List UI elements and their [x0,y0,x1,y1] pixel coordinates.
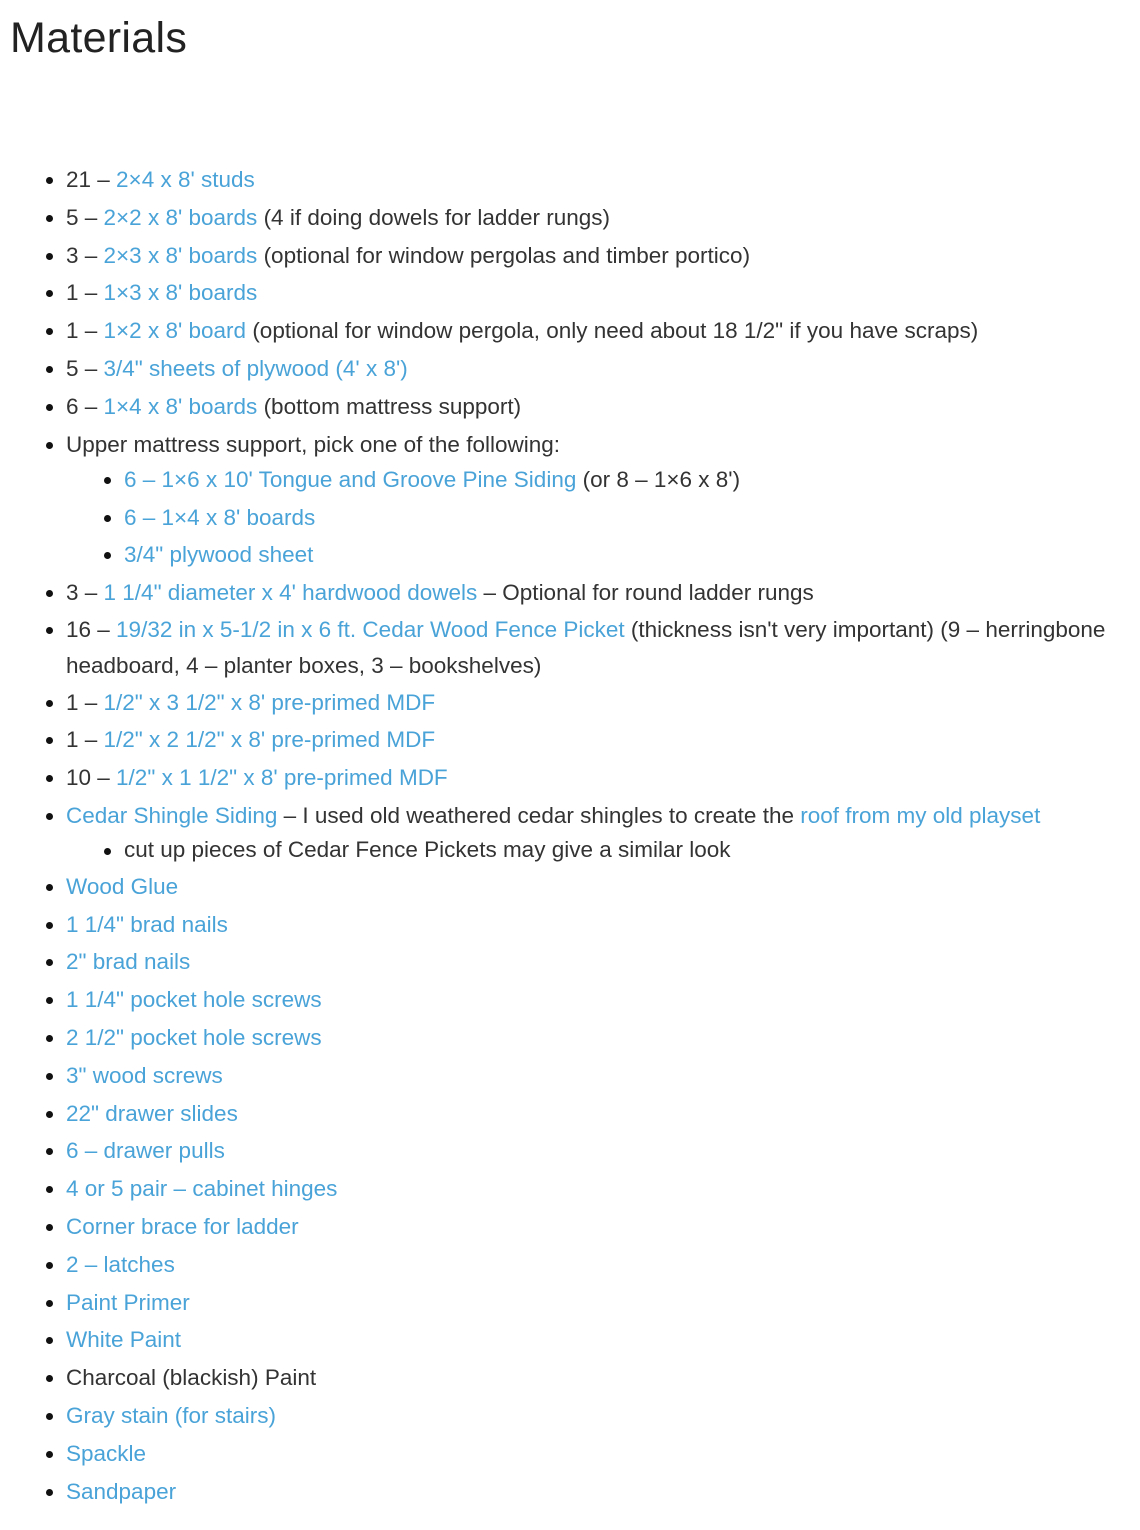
list-item: 1 – 1×3 x 8' boards [66,274,1106,312]
2x2-boards-link[interactable]: 2×2 x 8' boards [103,204,258,230]
list-item: Cedar Shingle Siding – I used old weathered cedar shingles to create the roof from my old playset cut up pieces of Cedar Fence Pickets may give a similar look [66,797,1106,868]
sub-list-item: cut up pieces of Cedar Fence Pickets may give a similar look [124,832,1106,868]
sandpaper-link[interactable]: Sandpaper [66,1478,177,1504]
list-item [66,1170,1106,1208]
wood-screws-link[interactable]: 3" wood screws [66,1062,223,1088]
list-item: 3 – 2×3 x 8' boards (optional for window pergolas and timber portico) [66,237,1106,275]
1x4-boards-link[interactable]: 1×4 x 8' boards [103,393,258,419]
plywood-sheet-link[interactable]: 3/4" plywood sheet [124,542,314,568]
list-item: 1 – 1×2 x 8' board (optional for window pergola, only need about 18 1/2" if you have scraps) [66,312,1106,350]
list-item: Upper mattress support, pick one of the following: 6 – 1×6 x 10' Tongue and Groove Pine Siding (or 8 – 1×6 x 8') 6 – 1×4 x 8' boards 3/4" plywood sheet [66,426,1106,574]
page-title: Materials [10,14,188,62]
sub-list-item [124,536,1106,574]
brad-nails-1-25-link[interactable]: 1 1/4" brad nails [66,911,228,937]
pine-siding-link[interactable]: 6 – 1×6 x 10' Tongue and Groove Pine Siding [124,467,577,493]
spackle-link[interactable]: Spackle [66,1440,147,1466]
drawer-slides-link[interactable]: 22" drawer slides [66,1100,238,1126]
brad-nails-2-link[interactable]: 2" brad nails [66,949,191,975]
1x4-boards-option-link[interactable]: 6 – 1×4 x 8' boards [124,504,316,530]
old-playset-roof-link[interactable]: roof from my old playset [800,803,1041,829]
paint-primer-link[interactable]: Paint Primer [66,1289,190,1315]
cabinet-hinges-link[interactable]: 4 or 5 pair – cabinet hinges [66,1176,338,1202]
list-item [66,981,1106,1019]
list-item: 6 – 1×4 x 8' boards (bottom mattress support) [66,388,1106,426]
1x3-boards-link[interactable]: 1×3 x 8' boards [103,280,258,306]
list-item: 5 – 3/4" sheets of plywood (4' x 8') [66,350,1106,388]
pocket-screws-1-25-link[interactable]: 1 1/4" pocket hole screws [66,987,322,1013]
plywood-sheets-link[interactable]: 3/4" sheets of plywood (4' x 8') [103,355,408,381]
list-item: 1 – 1/2" x 2 1/2" x 8' pre-primed MDF [66,721,1106,759]
wood-glue-link[interactable]: Wood Glue [66,873,179,899]
list-item [66,1246,1106,1284]
list-item [66,868,1106,906]
list-item: 10 – 1/2" x 1 1/2" x 8' pre-primed MDF [66,759,1106,797]
cedar-shingle-note [66,832,1106,868]
materials-list [0,161,1106,1510]
mdf-3-5-link[interactable]: 1/2" x 3 1/2" x 8' pre-primed MDF [103,689,436,715]
cedar-shingle-link[interactable]: Cedar Shingle Siding [66,803,278,829]
list-item [66,1208,1106,1246]
list-item [66,906,1106,944]
list-item [66,1132,1106,1170]
mdf-1-5-link[interactable]: 1/2" x 1 1/2" x 8' pre-primed MDF [116,765,448,791]
list-item [66,1019,1106,1057]
corner-brace-link[interactable]: Corner brace for ladder [66,1214,299,1240]
list-item: 1 – 1/2" x 3 1/2" x 8' pre-primed MDF [66,684,1106,722]
mdf-2-5-link[interactable]: 1/2" x 2 1/2" x 8' pre-primed MDF [103,727,436,753]
upper-mattress-options [66,461,1106,574]
list-item [66,1095,1106,1133]
fence-picket-link[interactable]: 19/32 in x 5-1/2 in x 6 ft. Cedar Wood Fence Picket [116,616,625,642]
list-item [66,1435,1106,1473]
list-item: 21 – 2×4 x 8' studs [66,161,1106,199]
list-item [66,1321,1106,1359]
drawer-pulls-link[interactable]: 6 – drawer pulls [66,1138,225,1164]
studs-link[interactable]: 2×4 x 8' studs [116,167,255,192]
list-item: 5 – 2×2 x 8' boards (4 if doing dowels for ladder rungs) [66,199,1106,237]
list-item [66,943,1106,981]
list-item [66,1284,1106,1322]
gray-stain-link[interactable]: Gray stain (for stairs) [66,1403,277,1429]
list-item [66,1057,1106,1095]
pocket-screws-2-5-link[interactable]: 2 1/2" pocket hole screws [66,1025,322,1051]
list-item: 3 – 1 1/4" diameter x 4' hardwood dowels – Optional for round ladder rungs [66,574,1106,612]
list-item [66,1397,1106,1435]
sub-list-item: 6 – 1×6 x 10' Tongue and Groove Pine Siding (or 8 – 1×6 x 8') [124,461,1106,499]
white-paint-link[interactable]: White Paint [66,1327,182,1353]
hardwood-dowels-link[interactable]: 1 1/4" diameter x 4' hardwood dowels [103,579,478,605]
list-item: 16 – 19/32 in x 5-1/2 in x 6 ft. Cedar Wood Fence Picket (thickness isn't very important) (9 – herringbone headboard, 4 – planter boxes, 3 – bookshelves) [66,612,1106,684]
latches-link[interactable]: 2 – latches [66,1251,175,1277]
list-item [66,1473,1106,1511]
2x3-boards-link[interactable]: 2×3 x 8' boards [103,242,258,268]
list-item: Charcoal (blackish) Paint [66,1359,1106,1397]
sub-list-item [124,499,1106,537]
1x2-board-link[interactable]: 1×2 x 8' board [103,318,247,344]
